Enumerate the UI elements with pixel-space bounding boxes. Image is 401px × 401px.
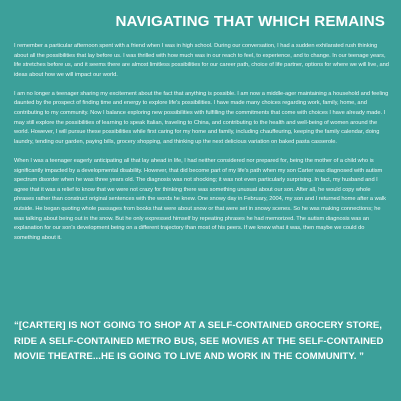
article-body: [14, 42, 390, 253]
pull-quote: “[CARTER] IS NOT GOING TO SHOP AT A SELF-CONTAINED GROCERY STORE, RIDE A SELF-CONTAINED METRO BUS, SEE MOVIES AT THE SELF-CONTAINED MOVIE THEATRE...HE IS GOING TO LIVE AND WORK IN THE COMMUNITY. ”: [14, 320, 384, 362]
article-paragraph: I am no longer a teenager sharing my excitement about the fact that anything is possible. I am now a middle-ager maintaining a household and feeling daunted by the prospect of finding time and energy to explore life's possibilities. I have made many choices regarding work, family, home, and contributing to my community. Now I balance exploring new possibilities with fulfilling the commitments that come with choices I have already made. I may still explore the possibilities of learning to speak Italian, traveling to China, and contributing to the health and well-being of women around the world. However, I will pursue these possibilities while first caring for my home and family, including chauffeuring, keeping the family calendar, doing laundry, tending our garden, paying bills, grocery shopping, and thinking up the next delicious variation on baked pasta casserole.: [14, 90, 389, 145]
article-paragraph: I remember a particular afternoon spent with a friend when I was in high school. During our conversation, I had a sudden exhilarated rush thinking about all the possibilities that lay before us. I was thrilled with how much was in our reach to feel, to experience, and to change. In our teenage years, life stretches before us, and it seems there are almost limitless possibilities for our career path, choice of life partner, options for where we will live, and ideas about how we will impact our world.: [14, 43, 389, 78]
article-title: NAVIGATING THAT WHICH REMAINS: [115, 13, 385, 30]
article-paragraph: When I was a teenager eagerly anticipating all that lay ahead in life, I had neither considered nor prepared for, being the mother of a child who is significantly impacted by a developmental disability. However, that did become part of my life's path when my son Carter was diagnosed with autism spectrum disorder when he was three years old. The diagnosis was not shocking; it was not even particularly surprising. In fact, my husband and I agree that it was a relief to know that we were not crazy for thinking there was something unusual about our son. After all, he would copy whole phrases rather than construct original sentences with the words he knew. One snowy day in February, 2004, my son and I returned home after a walk outside. He began quoting whole passages from books that were about snow or that were set in snowy scenes. So he was making connections; he was talking about being out in the snow. But he only expressed himself by repeating phrases he had memorized. The autism diagnosis was an explanation for our son's development being on a different trajectory than most of his peers. If we knew what it was, then maybe we could do something about it.: [14, 157, 386, 241]
